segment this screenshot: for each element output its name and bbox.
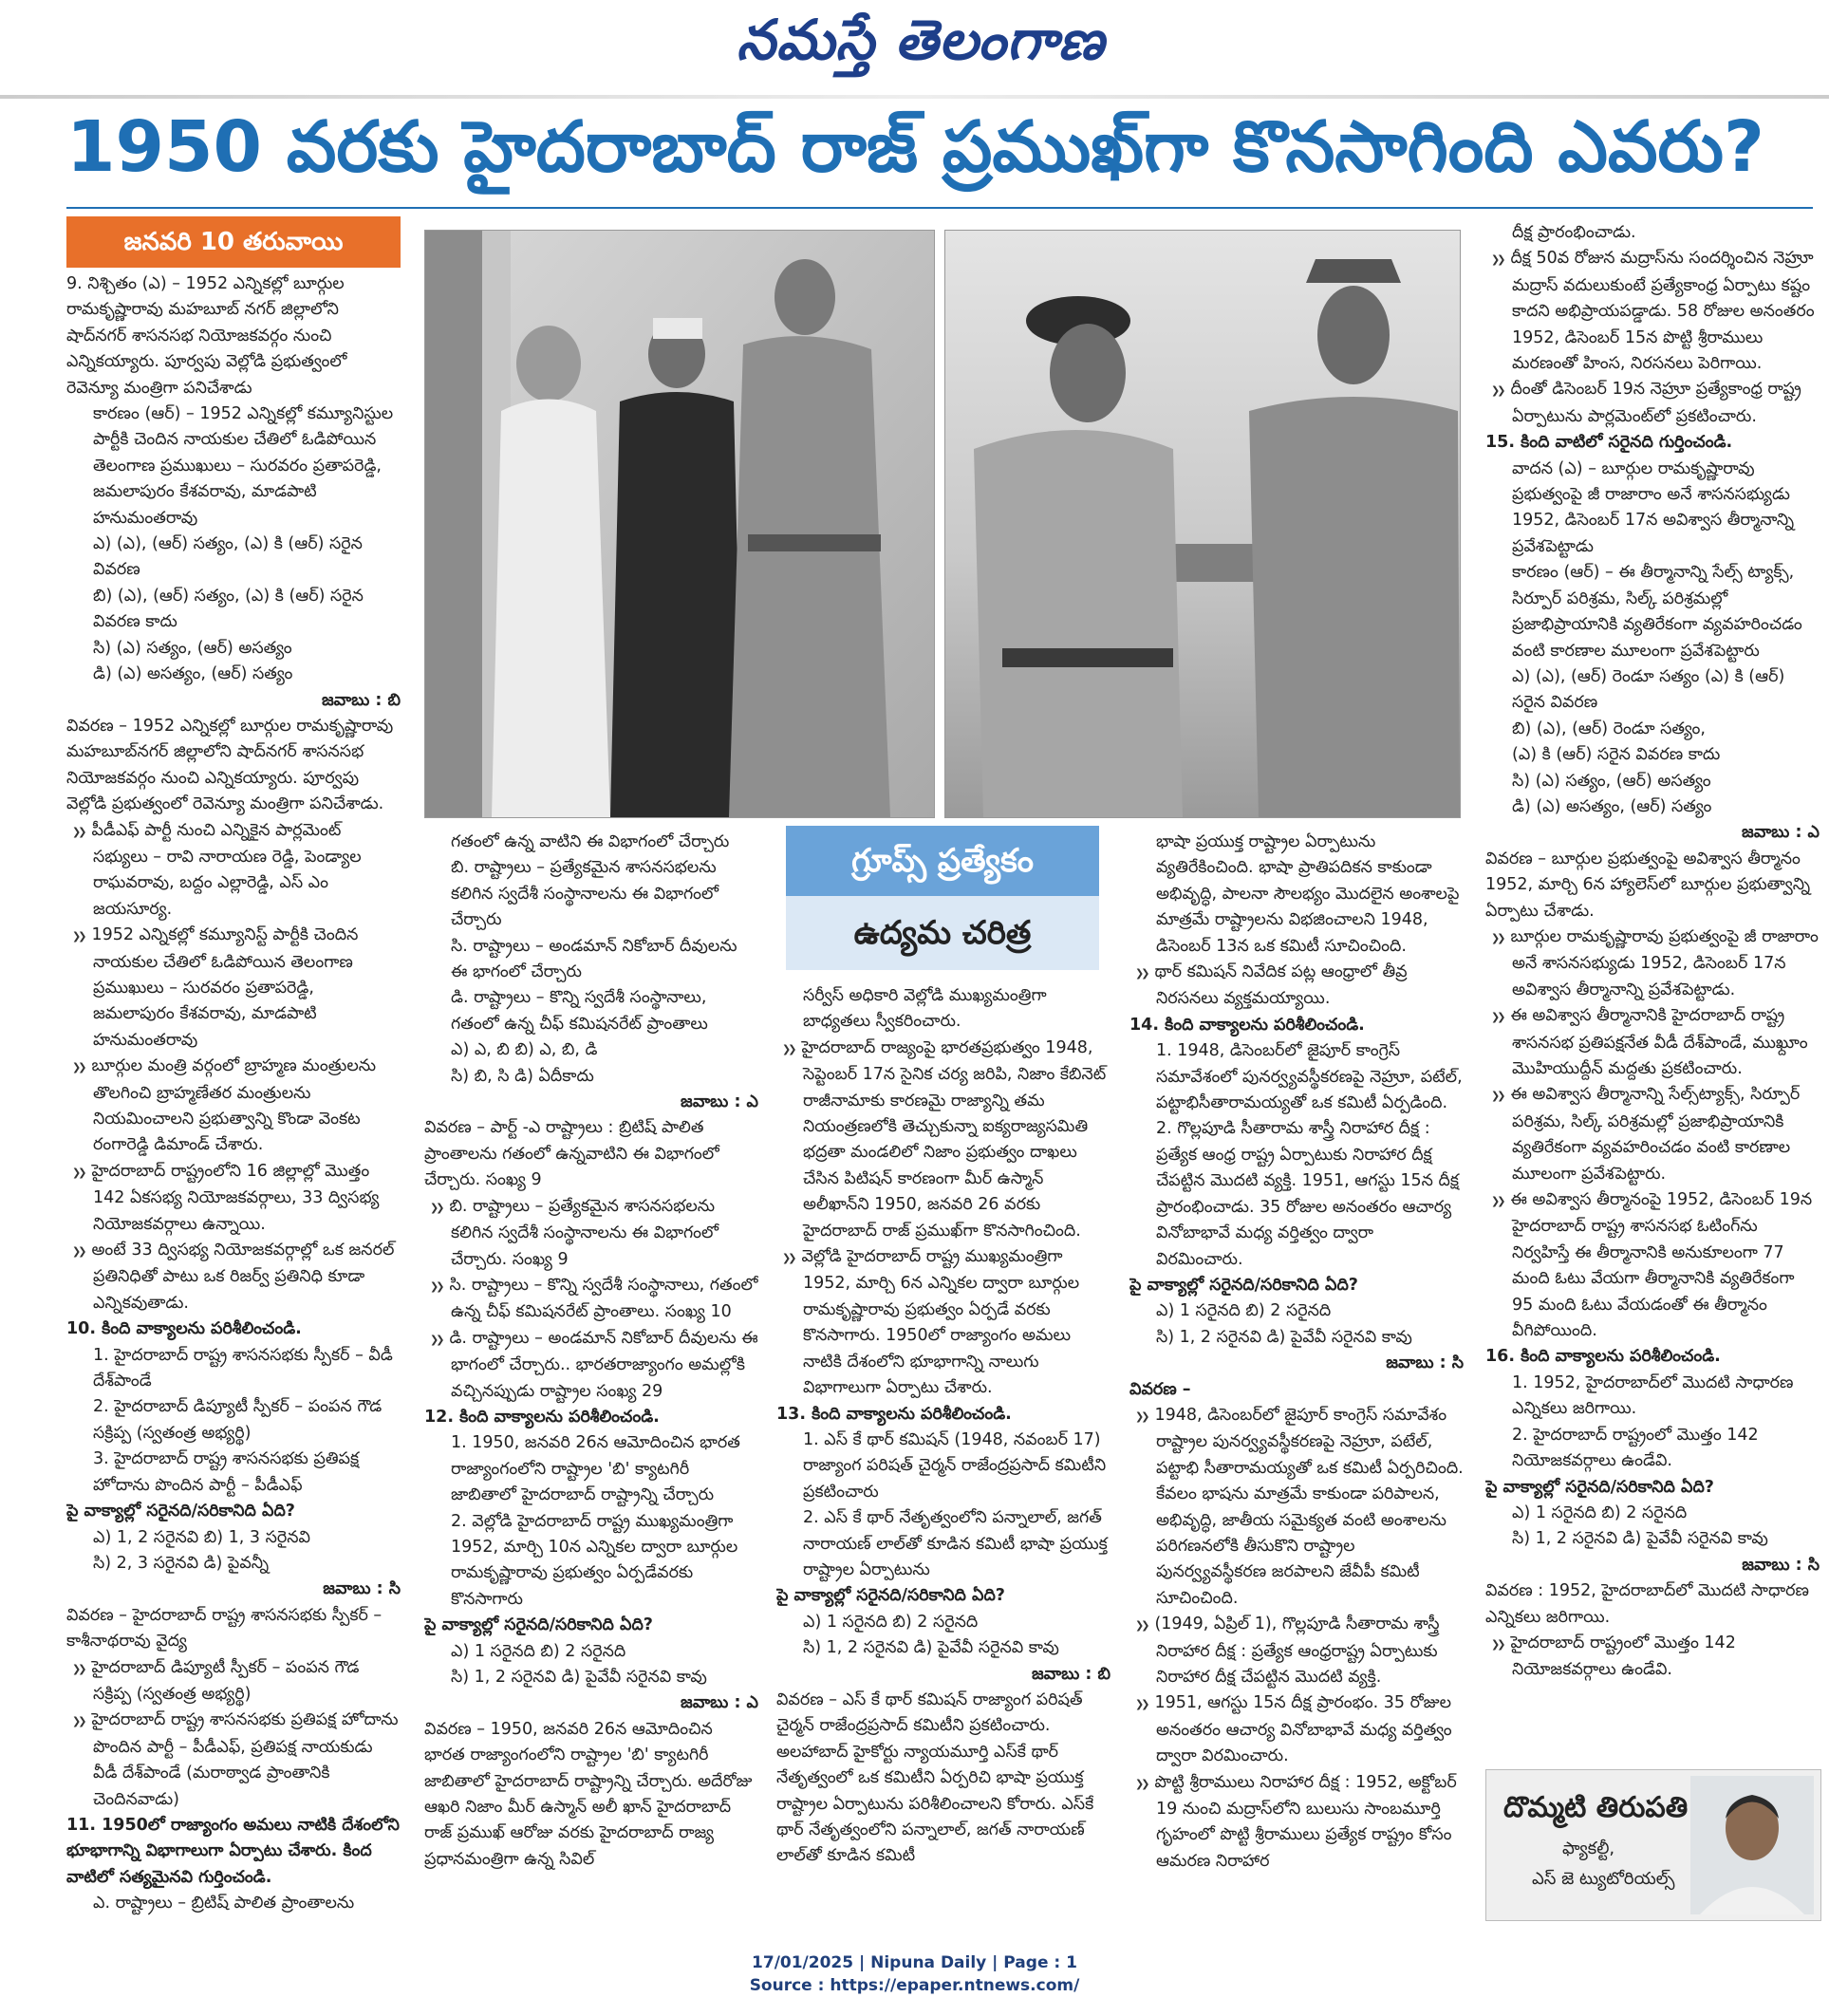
paragraph: పై వాక్యాల్లో సరైనది/సరికానిది ఏది? — [776, 1586, 1005, 1606]
paragraph: సి) 2, 3 సరైనవి డి) పైవన్నీ — [93, 1553, 270, 1573]
paragraph: ఎ) 1, 2 సరైనవి బి) 1, 3 సరైనవి — [93, 1527, 310, 1547]
paragraph: 13. కింది వాక్యాలను పరిశీలించండి. — [776, 1404, 1012, 1424]
paragraph: సి) (ఎ) సత్యం, (ఆర్) అసత్యం — [1512, 771, 1711, 791]
paragraph: ❯❯ బి. రాష్ట్రాలు – ప్రత్యేకమైన శాసనసభలను కలిగిన స్వదేశీ సంస్థానాలను ఈ విభాగంలో చేర్చారు. సంఖ్య 9 — [424, 1194, 758, 1273]
paragraph: ❯❯ ఈ అవిశ్వాస తీర్మానాన్ని సేల్స్‌ట్యాక్స్, సిర్పూర్ పరిశ్రమ, సిల్క్ పరిశ్రమల్లో ప్రజాభిప్రాయానికి వ్యతిరేకంగా వ్యవహరించడం వంటి కారణాల మూలంగా ప్రవేశపెట్టారు. — [1485, 1082, 1820, 1187]
paragraph: జవాబు : ఎ — [681, 1693, 758, 1713]
author-organization: ఎస్ జె ట్యుటోరియల్స్ — [1532, 1869, 1675, 1889]
paragraph: జవాబు : సి — [1386, 1353, 1464, 1373]
paragraph: సి) 1, 2 సరైనవి డి) పైవేవీ సరైనవి కావు — [1512, 1529, 1768, 1549]
paragraph: ❯❯ హైదరాబాద్ రాజ్యంపై భారతప్రభుత్వం 1948, సెప్టెంబర్ 17న సైనిక చర్య జరిపి, నిజాం కేబినెట్ రాజీనామాకు కారణమై రాజ్యాన్ని తమ నియంత్రణలోకి తెచ్చుకున్నా ఐక్యరాజ్యసమితి భద్రతా మండలిలో నిజాం ప్రభుత్వం దాఖలు చేసిన పిటిషన్ కారణంగా మీర్ ఉస్మాన్ అలీఖాన్‌ని 1950, జనవరి 26 వరకు హైదరాబాద్ రాజ్ ప్రముఖ్‌గా కొనసాగించింది. — [776, 1036, 1110, 1244]
paragraph: ❯❯ ఈ అవిశ్వాస తీర్మానంపై 1952, డిసెంబర్ 19న హైదరాబాద్ రాష్ట్ర శాసనసభ ఓటింగ్‌ను నిర్వహిస్తే ఈ తీర్మానానికి అనుకూలంగా 77 మంది ఓటు వేయగా తీర్మానానికి వ్యతిరేకంగా 95 మంది ఓటు వేయడంతో ఈ తీర్మానం వీగిపోయింది. — [1485, 1187, 1820, 1344]
article-column-3 — [776, 983, 1110, 1950]
historical-photo-group — [424, 230, 935, 818]
paragraph: ❯❯ వెల్లోడి హైదరాబాద్ రాష్ట్ర ముఖ్యమంత్రిగా 1952, మార్చి 6న ఎన్నికల ద్వారా బూర్గుల రామకృష్ణారావు ప్రభుత్వం ఏర్పడే వరకు కొనసాగారు. 1950లో రాజ్యాంగం అమలు నాటికి దేశంలోని భూభాగాన్ని నాలుగు విభాగాలుగా ఏర్పాటు చేశారు. — [776, 1244, 1110, 1401]
paragraph: వివరణ : 1952, హైదరాబాద్‌లో మొదటి సాధారణ ఎన్నికలు జరిగాయి. — [1485, 1581, 1809, 1627]
paragraph: ❯❯ డి. రాష్ట్రాలు – అండమాన్ నికోబార్ దీవులను ఈ భాగంలో చేర్చారు.. భారతరాజ్యాంగం అమల్లోకి వచ్చినప్పుడు రాష్ట్రాల సంఖ్య 29 — [424, 1326, 758, 1405]
paragraph: డి) (ఎ) అసత్యం, (ఆర్) సత్యం — [1512, 796, 1712, 816]
headline: 1950 వరకు హైదరాబాద్ రాజ్ ప్రముఖ్‌గా కొనసాగింది ఎవరు? — [66, 106, 1764, 188]
author-box — [1485, 1769, 1821, 1921]
paragraph: బి) (ఎ), (ఆర్) సత్యం, (ఎ) కి (ఆర్) సరైన వివరణ కాదు — [93, 586, 364, 632]
paragraph: ❯❯ 1948, డిసెంబర్‌లో జైపూర్ కాంగ్రెస్ సమావేశం రాష్ట్రాల పునర్వ్యవస్థీకరణపై నెహ్రూ, పటేల్, పట్టాభి సీతారామయ్యతో ఒక కమిటీ ఏర్పరిచింది. కేవలం భాషను మాత్రమే కాకుండా పరిపాలన, అభివృద్ధి, జాతీయ సమైక్యత వంటి అంశాలను పరిగణనలోకి తీసుకొని రాష్ట్రాల పునర్వ్యవస్థీకరణ జరపాలని జేవీపీ కమిటీ సూచించింది. — [1129, 1403, 1464, 1612]
paragraph: 2. గొల్లపూడి సీతారామ శాస్త్రీ నిరాహార దీక్ష : ప్రత్యేక ఆంధ్ర రాష్ట్ర ఏర్పాటుకు నిరాహార దీక్ష చేపట్టిన మొదటి వ్యక్తి. 1951, ఆగస్టు 15న దీక్ష ప్రారంభించాడు. 35 రోజుల అనంతరం ఆచార్య వినోబాభావే మధ్య వర్తిత్వం ద్వారా విరమించారు. — [1156, 1119, 1459, 1269]
masthead: నమస్తే తెలంగాణ — [737, 8, 1105, 72]
paragraph: సర్వీస్ అధికారి వెల్లోడి ముఖ్యమంత్రిగా బాధ్యతలు స్వీకరించారు. — [803, 986, 1047, 1032]
historical-photo-officers — [944, 230, 1461, 818]
paragraph: 2. హైదరాబాద్ డిప్యూటీ స్పీకర్ – పంపన గౌడ సక్రిప్ప (స్వతంత్ర అభ్యర్థి) — [93, 1397, 383, 1443]
paragraph: ఎ) 1 సరైనది బి) 2 సరైనది — [1512, 1503, 1688, 1522]
paragraph: సి) (ఎ) సత్యం, (ఆర్) అసత్యం — [93, 638, 292, 658]
movement-history-label: ఉద్యమ చరిత్ర — [853, 914, 1032, 952]
paragraph: వాదన (ఎ) – బూర్గుల రామకృష్ణారావు ప్రభుత్వంపై జీ రాజారాం అనే శాసనసభ్యుడు 1952, డిసెంబర్ 17న అవిశ్వాస తీర్మానాన్ని ప్రవేశపెట్టాడు — [1512, 458, 1795, 556]
paragraph: సి. రాష్ట్రాలు – అండమాన్ నికోబార్ దీవులను ఈ భాగంలో చేర్చారు — [451, 936, 737, 982]
paragraph: సి) 1, 2 సరైనవి డి) పైవేవీ సరైనవి కావు — [451, 1668, 707, 1687]
paragraph: పై వాక్యాల్లో సరైనది/సరికానిది ఏది? — [1129, 1275, 1358, 1295]
paragraph: ❯❯ అంటే 33 ద్విసభ్య నియోజకవర్గాల్లో ఒక జనరల్ ప్రతినిధితో పాటు ఒక రిజర్వ్ ప్రతినిధి కూడా ఎన్నికవుతాడు. — [66, 1238, 401, 1316]
paragraph: బి. రాష్ట్రాలు – ప్రత్యేకమైన శాసనసభలను కలిగిన స్వదేశీ సంస్థానాలను ఈ విభాగంలో చేర్చారు — [451, 858, 719, 930]
paragraph: వివరణ – 1952 ఎన్నికల్లో బూర్గుల రామకృష్ణారావు మహబూబ్‌నగర్ జిల్లాలోని షాద్‌నగర్ శాసనసభ నియోజకవర్గం నుంచి ఎన్నికయ్యారు. పూర్వపు వెల్లోడి ప్రభుత్వంలో రెవెన్యూ మంత్రిగా పనిచేశాడు. — [66, 716, 394, 814]
paragraph: ఎ) ఎ, బి బి) ఎ, బి, డి — [451, 1040, 598, 1060]
article-column-4 — [1129, 830, 1464, 1950]
paragraph: డి. రాష్ట్రాలు – కొన్ని స్వదేశీ సంస్థానాలు, గతంలో ఉన్న చీఫ్ కమిషనరేట్ ప్రాంతాలు — [451, 988, 708, 1034]
groups-special-box — [786, 826, 1099, 970]
author-name: దొమ్మటి తిరుపతి — [1503, 1791, 1689, 1824]
page-footer — [0, 1951, 1829, 1997]
paragraph: కారణం (ఆర్) – 1952 ఎన్నికల్లో కమ్యూనిస్టుల పార్టీకి చెందిన నాయకుల చేతిలో ఓడిపోయిన తెలంగాణ ప్రముఖులు – సురవరం ప్రతాపరెడ్డి, జమలాపురం కేశవరావు, మాడపాటి హనుమంతరావు — [93, 404, 394, 528]
paragraph: 1. 1948, డిసెంబర్‌లో జైపూర్ కాంగ్రెస్ సమావేశంలో పునర్వ్యవస్థీకరణపై నెహ్రూ, పటేల్, పట్టాభిసీతారామయ్యతో ఒక కమిటీ ఏర్పడింది. — [1156, 1041, 1463, 1113]
paragraph: వివరణ – బూర్గుల ప్రభుత్వంపై అవిశ్వాస తీర్మానం 1952, మార్చి 6న హ్యాలెస్‌లో బూర్గుల ప్రభుత్వాన్ని ఏర్పాటు చేశాడు. — [1485, 849, 1811, 921]
paragraph: పై వాక్యాల్లో సరైనది/సరికానిది ఏది? — [424, 1615, 653, 1635]
paragraph: ❯❯ (1949, ఏప్రిల్ 1), గొల్లపూడి సీతారామ శాస్త్రీ నిరాహార దీక్ష : ప్రత్యేక ఆంధ్రరాష్ట్ర ఏర్పాటుకు నిరాహార దీక్ష చేపట్టిన మొదటి వ్యక్తి. — [1129, 1612, 1464, 1690]
paragraph: సి) బి, సి డి) ఏదీకాదు — [451, 1066, 594, 1086]
paragraph: జవాబు : ఎ — [681, 1092, 758, 1112]
headline-divider — [66, 207, 1813, 209]
author-role: ఫ్యాకల్టీ, — [1562, 1839, 1615, 1858]
article-column-5 — [1485, 220, 1820, 1760]
paragraph: 15. కింది వాటిలో సరైనది గుర్తించండి. — [1485, 433, 1733, 453]
paragraph: జవాబు : ఎ — [1742, 823, 1820, 843]
masthead-divider — [0, 95, 1829, 99]
paragraph: ❯❯ థార్ కమిషన్ నివేదిక పట్ల ఆంధ్రాలో తీవ్ర నిరసనలు వ్యక్తమయ్యాయి. — [1129, 960, 1464, 1013]
paragraph: వివరణ – పార్ట్ -ఎ రాష్ట్రాలు : బ్రిటిష్ పాలిత ప్రాంతాలను గతంలో ఉన్నవాటిని ఈ విభాగంలో చేర్చారు. సంఖ్య 9 — [424, 1118, 719, 1190]
section-tag: జనవరి 10 తరువాయి — [66, 216, 401, 268]
paragraph: సి) 1, 2 సరైనవి డి) పైవేవీ సరైనవి కావు — [1156, 1327, 1412, 1347]
paragraph: ఎ) (ఎ), (ఆర్) రెండూ సత్యం (ఎ) కి (ఆర్) సరైన వివరణ — [1512, 666, 1785, 713]
paragraph: ❯❯ పొట్టి శ్రీరాములు నిరాహార దీక్ష : 1952, అక్టోబర్ 19 నుంచి మద్రాస్‌లోని బులుసు సాంబమూర్తి గృహంలో పొట్టి శ్రీరాములు ప్రత్యేక రాష్ట్రం కోసం ఆమరణ నిరాహార — [1129, 1770, 1464, 1876]
paragraph: ❯❯ హైదరాబాద్ రాష్ట్రంలో మొత్తం 142 నియోజకవర్గాలు ఉండేవి. — [1485, 1631, 1820, 1684]
article-column-2 — [424, 830, 758, 1950]
paragraph: వివరణ – 1950, జనవరి 26న ఆమోదించిన భారత రాజ్యాంగంలోని రాష్ట్రాల 'బి' క్యాటగిరీ జాబితాలో హైదరాబాద్ రాష్ట్రాన్ని చేర్చారు. అదేరోజు ఆఖరి నిజాం మీర్ ఉస్మాన్ అలీ ఖాన్ హైదరాబాద్ రాజ్ ప్రముఖ్ ఆరోజు వరకు హైదరాబాద్ రాజ్య ప్రధానమంత్రిగా ఉన్న సివిల్ — [424, 1719, 753, 1869]
paragraph: 16. కింది వాక్యాలను పరిశీలించండి. — [1485, 1347, 1721, 1367]
paragraph: ❯❯ హైదరాబాద్ రాష్ట్రంలోని 16 జిల్లాల్లో మొత్తం 142 ఏకసభ్య నియోజకవర్గాలు, 33 ద్విసభ్య నియోజకవర్గాలు ఉన్నాయి. — [66, 1159, 401, 1238]
paragraph: ఎ) 1 సరైనది బి) 2 సరైనది — [803, 1612, 979, 1632]
paragraph: జవాబు : సి — [323, 1579, 401, 1599]
paragraph: 2. ఎస్ కే థార్ నేతృత్వంలోని పన్నాలాల్, జగత్ నారాయణ్ లాల్‌తో కూడిన కమిటీ భాషా ప్రయుక్త రాష్ట్రాల ఏర్పాటును — [803, 1508, 1108, 1579]
paragraph: ❯❯ సి. రాష్ట్రాలు – కొన్ని స్వదేశీ సంస్థానాలు, గతంలో ఉన్న చీఫ్ కమిషనరేట్ ప్రాంతాలు. సంఖ్య 10 — [424, 1273, 758, 1326]
paragraph: 1. 1952, హైదరాబాద్‌లో మొదటి సాధారణ ఎన్నికలు జరిగాయి. — [1512, 1372, 1794, 1419]
paragraph: కారణం (ఆర్) – ఈ తీర్మానాన్ని సేల్స్ ట్యాక్స్, సిర్పూర్ పరిశ్రమ, సిల్క్ పరిశ్రమల్లో ప్రజాభిప్రాయానికి వ్యతిరేకంగా వ్యవహరించడం వంటి కారణాల మూలంగా ప్రవేశపెట్టారు — [1512, 563, 1802, 661]
paragraph: జవాబు : బి — [322, 690, 401, 710]
paragraph: భాషా ప్రయుక్త రాష్ట్రాల ఏర్పాటును వ్యతిరేకించింది. భాషా ప్రాతిపదికన కాకుండా అభివృద్ధి, పాలనా సౌలభ్యం మొదలైన అంశాలపై మాత్రమే రాష్ట్రాలను విభజించాలని 1948, డిసెంబర్ 13న ఒక కమిటీ సూచించింది. — [1156, 832, 1460, 956]
paragraph: 10. కింది వాక్యాలను పరిశీలించండి. — [66, 1319, 302, 1339]
footer-date-line: 17/01/2025 | Nipuna Daily | Page : 1 — [752, 1953, 1077, 1972]
paragraph: ❯❯ హైదరాబాద్ రాష్ట్ర శాసనసభకు ప్రతిపక్ష హోదాను పొందిన పార్టీ – పీడీఎఫ్, ప్రతిపక్ష నాయకుడు వీడీ దేశ్‌పాండే (మరాఠ్వాడ ప్రాంతానికి చెందినవాడు) — [66, 1708, 401, 1813]
paragraph: ❯❯ 1952 ఎన్నికల్లో కమ్యూనిస్ట్ పార్టీకి చెందిన నాయకుల చేతిలో ఓడిపోయిన తెలంగాణ ప్రముఖులు – సురవరం ప్రతాపరెడ్డి, జమలాపురం కేశవరావు, మాడపాటి హనుమంతరావు — [66, 923, 401, 1054]
paragraph: పై వాక్యాల్లో సరైనది/సరికానిది ఏది? — [1485, 1477, 1714, 1497]
author-photo — [1690, 1776, 1814, 1914]
paragraph: 1. ఎస్ కే థార్ కమిషన్ (1948, నవంబర్ 17) రాజ్యాంగ పరిషత్ చైర్మన్ రాజేంద్రప్రసాద్ కమిటీని ప్రకటించారు — [803, 1429, 1107, 1502]
paragraph: ఎ. రాష్ట్రాలు – బ్రిటిష్ పాలిత ప్రాంతాలను — [93, 1894, 355, 1913]
paragraph: జవాబు : బి — [1032, 1664, 1110, 1684]
paragraph: ❯❯ 1951, ఆగస్టు 15న దీక్ష ప్రారంభం. 35 రోజుల అనంతరం ఆచార్య వినోబాభావే మధ్య వర్తిత్వం ద్వారా విరమించారు. — [1129, 1690, 1464, 1769]
paragraph: పై వాక్యాల్లో సరైనది/సరికానిది ఏది? — [66, 1502, 295, 1521]
paragraph: వివరణ – ఎస్ కే థార్ కమిషన్ రాజ్యాంగ పరిషత్ చైర్మన్ రాజేంద్రప్రసాద్ కమిటీని ప్రకటించారు. అలహాబాద్ హైకోర్టు న్యాయమూర్తి ఎస్‌కే థార్ నేతృత్వంలో ఒక కమిటీని ఏర్పరిచి భాషా ప్రయుక్త రాష్ట్రాల ఏర్పాటును పరిశీలించాలని కోరారు. ఎస్‌కే థార్ నేతృత్వంలోని పన్నాలాల్, జగత్ నారాయణ్ లాల్‌తో కూడిన కమిటీ — [776, 1689, 1094, 1866]
paragraph: ❯❯ దీంతో డిసెంబర్ 19న నెహ్రూ ప్రత్యేకాంధ్ర రాష్ట్ర ఏర్పాటును పార్లమెంట్‌లో ప్రకటించారు. — [1485, 377, 1820, 430]
paragraph: ❯❯ ఈ అవిశ్వాస తీర్మానానికి హైదరాబాద్ రాష్ట్ర శాసనసభ ప్రతిపక్షనేత వీడీ దేశ్‌పాండే, ముఖ్దూం మొహియుద్దీన్ మద్దతు ప్రకటించారు. — [1485, 1003, 1820, 1082]
paragraph: ఎ) (ఎ), (ఆర్) సత్యం, (ఎ) కి (ఆర్) సరైన వివరణ — [93, 534, 363, 580]
paragraph: జవాబు : సి — [1742, 1555, 1820, 1575]
paragraph: బి) (ఎ), (ఆర్) రెండూ సత్యం, — [1512, 719, 1706, 738]
paragraph: (ఎ) కి (ఆర్) సరైన వివరణ కాదు — [1512, 745, 1721, 765]
footer-source-line: Source : https://epaper.ntnews.com/ — [749, 1976, 1080, 1995]
article-column-1 — [66, 271, 401, 1950]
paragraph: దీక్ష ప్రారంభించాడు. — [1512, 223, 1636, 242]
paragraph: 2. వెల్లోడి హైదరాబాద్ రాష్ట్ర ముఖ్యమంత్రిగా 1952, మార్చి 10న ఎన్నికల ద్వారా బూర్గుల రామకృష్ణారావు ప్రభుత్వం ఏర్పడేవరకు కొనసాగారు — [451, 1511, 738, 1609]
paragraph: డి) (ఎ) అసత్యం, (ఆర్) సత్యం — [93, 664, 293, 684]
paragraph: గతంలో ఉన్న వాటిని ఈ విభాగంలో చేర్చారు — [451, 832, 730, 851]
paragraph: 1. 1950, జనవరి 26న ఆమోదించిన భారత రాజ్యాంగంలోని రాష్ట్రాల 'బి' క్యాటగిరీ జాబితాలో హైదరాబాద్ రాష్ట్రాన్ని చేర్చారు — [451, 1433, 740, 1505]
paragraph: సి) 1, 2 సరైనవి డి) పైవేవీ సరైనవి కావు — [803, 1638, 1059, 1658]
paragraph: ❯❯ హైదరాబాద్ డిప్యూటీ స్పీకర్ – పంపన గౌడ సక్రిప్ప (స్వతంత్ర అభ్యర్థి) — [66, 1655, 401, 1708]
paragraph: 14. కింది వాక్యాలను పరిశీలించండి. — [1129, 1015, 1365, 1035]
paragraph: 1. హైదరాబాద్ రాష్ట్ర శాసనసభకు స్పీకర్ – వీడీ దేశ్‌పాండే — [93, 1345, 393, 1391]
paragraph: ఎ) 1 సరైనది బి) 2 సరైనది — [1156, 1301, 1332, 1321]
paragraph: ❯❯ బూర్గుల మంత్రి వర్గంలో బ్రాహ్మణ మంత్రులను తొలగించి బ్రాహ్మణేతర మంత్రులను నియమించాలని ప్రభుత్వాన్ని కొండా వెంకట రంగారెడ్డి డిమాండ్ చేశారు. — [66, 1054, 401, 1159]
paragraph: ❯❯ పీడీఎఫ్ పార్టీ నుంచి ఎన్నికైన పార్లమెంట్ సభ్యులు – రావి నారాయణ రెడ్డి, పెండ్యాల రాఘవరావు, బద్దం ఎల్లారెడ్డి, ఎస్ ఎం జయసూర్య. — [66, 818, 401, 924]
groups-special-label: గ్రూప్స్ ప్రత్యేకం — [786, 826, 1099, 896]
paragraph: వివరణ – హైదరాబాద్ రాష్ట్ర శాసనసభకు స్పీకర్ – కాశీనాథరావు వైద్య — [66, 1605, 383, 1652]
paragraph: ❯❯ బూర్గుల రామకృష్ణారావు ప్రభుత్వంపై జీ రాజారాం అనే శాసనసభ్యుడు 1952, డిసెంబర్ 17న అవిశ్వాస తీర్మానాన్ని ప్రవేశపెట్టాడు. — [1485, 924, 1820, 1003]
paragraph: 11. 1950లో రాజ్యాంగం అమలు నాటికి దేశంలోని భూభాగాన్ని విభాగాలుగా ఏర్పాటు చేశారు. కింద వాటిలో సత్యమైనవి గుర్తించండి. — [66, 1815, 400, 1887]
paragraph: ❯❯ దీక్ష 50వ రోజున మద్రాస్‌ను సందర్శించిన నెహ్రూ మద్రాస్ వదులుకుంటే ప్రత్యేకాంధ్ర ఏర్పాటు కష్టం కాదని అభిప్రాయపడ్డాడు. 58 రోజుల అనంతరం 1952, డిసెంబర్ 15న పొట్టి శ్రీరాములు మరణంతో హింస, నిరసనలు పెరిగాయి. — [1485, 246, 1820, 377]
paragraph: ఎ) 1 సరైనది బి) 2 సరైనది — [451, 1641, 626, 1661]
paragraph: 3. హైదరాబాద్ రాష్ట్ర శాసనసభకు ప్రతిపక్ష హోదాను పొందిన పార్టీ – పీడీఎఫ్ — [93, 1449, 360, 1495]
paragraph: 9. నిశ్చితం (ఎ) – 1952 ఎన్నికల్లో బూర్గుల రామకృష్ణారావు మహబూబ్ నగర్ జిల్లాలోని షాద్‌నగర్ శాసనసభ నియోజకవర్గం నుంచి ఎన్నికయ్యారు. పూర్వపు వెల్లోడి ప్రభుత్వంలో రెవెన్యూ మంత్రిగా పనిచేశాడు — [66, 274, 347, 398]
paragraph: 12. కింది వాక్యాలను పరిశీలించండి. — [424, 1407, 660, 1427]
paragraph: 2. హైదరాబాద్ రాష్ట్రంలో మొత్తం 142 నియోజకవర్గాలు ఉండేవి. — [1512, 1425, 1759, 1471]
paragraph: వివరణ – — [1129, 1379, 1191, 1399]
